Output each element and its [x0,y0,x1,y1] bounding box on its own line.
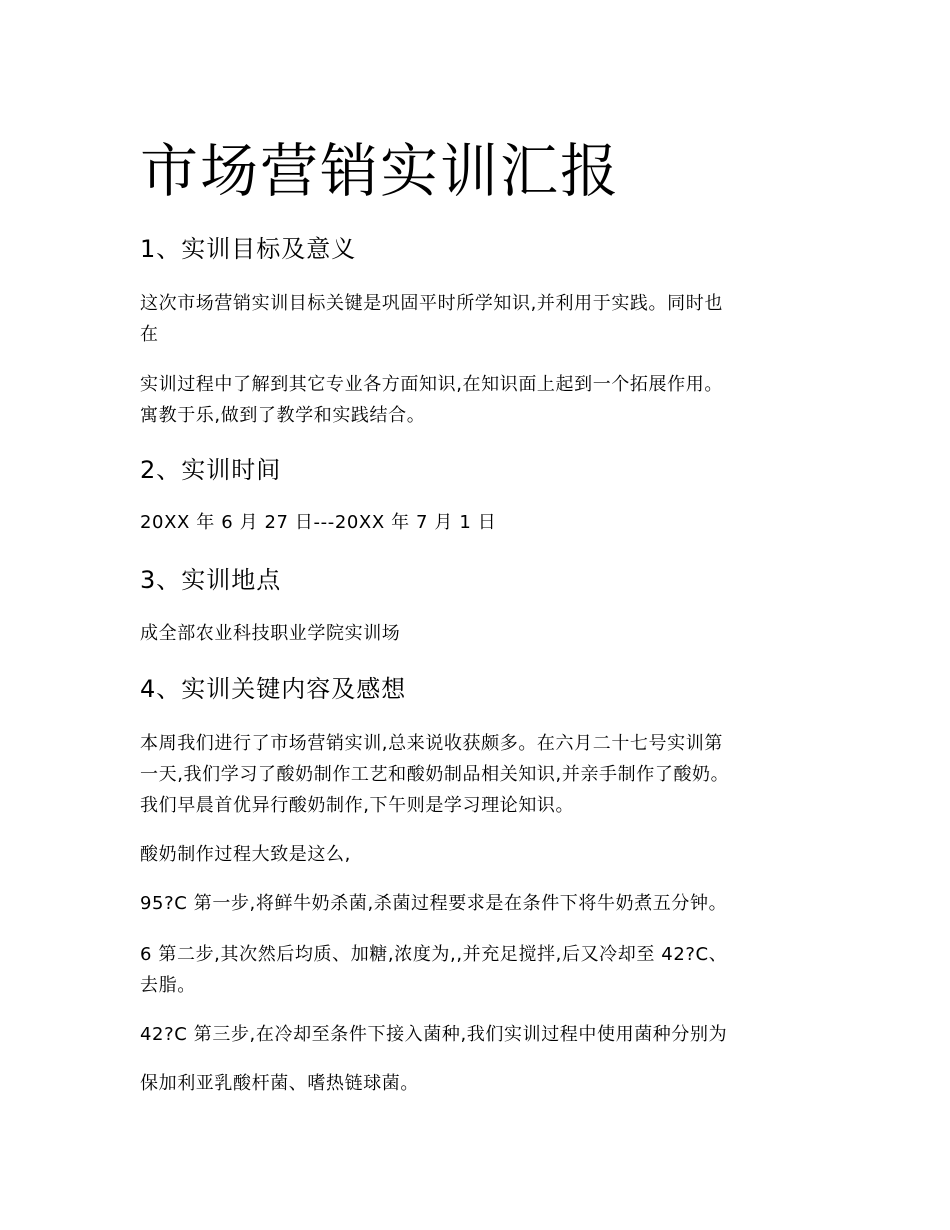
paragraph [140,369,723,431]
paragraph [140,728,729,821]
paragraph [140,288,723,350]
paragraph [140,1019,727,1050]
paragraph-line: 实训过程中了解到其它专业各方面知识,在知识面上起到一个拓展作用。 [140,374,723,395]
paragraph [140,1068,419,1099]
paragraph-line: 一天,我们学习了酸奶制作工艺和酸奶制品相关知识,并亲手制作了酸奶。 [140,764,730,785]
paragraph [140,618,400,649]
paragraph-line: 本周我们进行了市场营销实训,总来说收获颇多。在六月二十七号实训第 [140,733,723,754]
paragraph-line: 保加利亚乳酸杆菌、嗜热链球菌。 [140,1073,419,1094]
section-heading-3: 3、实训地点 [140,566,282,594]
paragraph-line: 20XX 年 6 月 27 日---20XX 年 7 月 1 日 [140,512,497,533]
paragraph-line: 这次市场营销实训目标关键是巩固平时所学知识,并利用于实践。同时也 [140,293,723,314]
paragraph-line: 42?C 第三步,在冷却至条件下接入菌种,我们实训过程中使用菌种分别为 [140,1024,728,1045]
paragraph [140,839,351,870]
paragraph-line: 成全部农业科技职业学院实训场 [140,623,401,644]
paragraph-line: 6 第二步,其次然后均质、加糖,浓度为,,并充足搅拌,后又冷却至 42?C、 [140,944,728,965]
paragraph-line: 去脂。 [140,975,196,996]
section-heading-1: 1、实训目标及意义 [140,235,357,263]
paragraph-line: 我们早晨首优异行酸奶制作,下午则是学习理论知识。 [140,795,575,816]
section-heading-4: 4、实训关键内容及感想 [140,675,407,703]
paragraph-line: 寓教于乐,做到了教学和实践结合。 [140,405,426,426]
paragraph [140,939,727,1001]
paragraph [140,507,496,538]
paragraph [140,888,727,919]
document-title: 市场营销实训汇报 [140,137,621,205]
section-heading-2: 2、实训时间 [140,456,282,484]
paragraph-line: 在 [140,324,159,345]
paragraph-line: 酸奶制作过程大致是这么, [140,844,351,865]
paragraph-line: 95?C 第一步,将鲜牛奶杀菌,杀菌过程要求是在条件下将牛奶煮五分钟。 [140,893,728,914]
